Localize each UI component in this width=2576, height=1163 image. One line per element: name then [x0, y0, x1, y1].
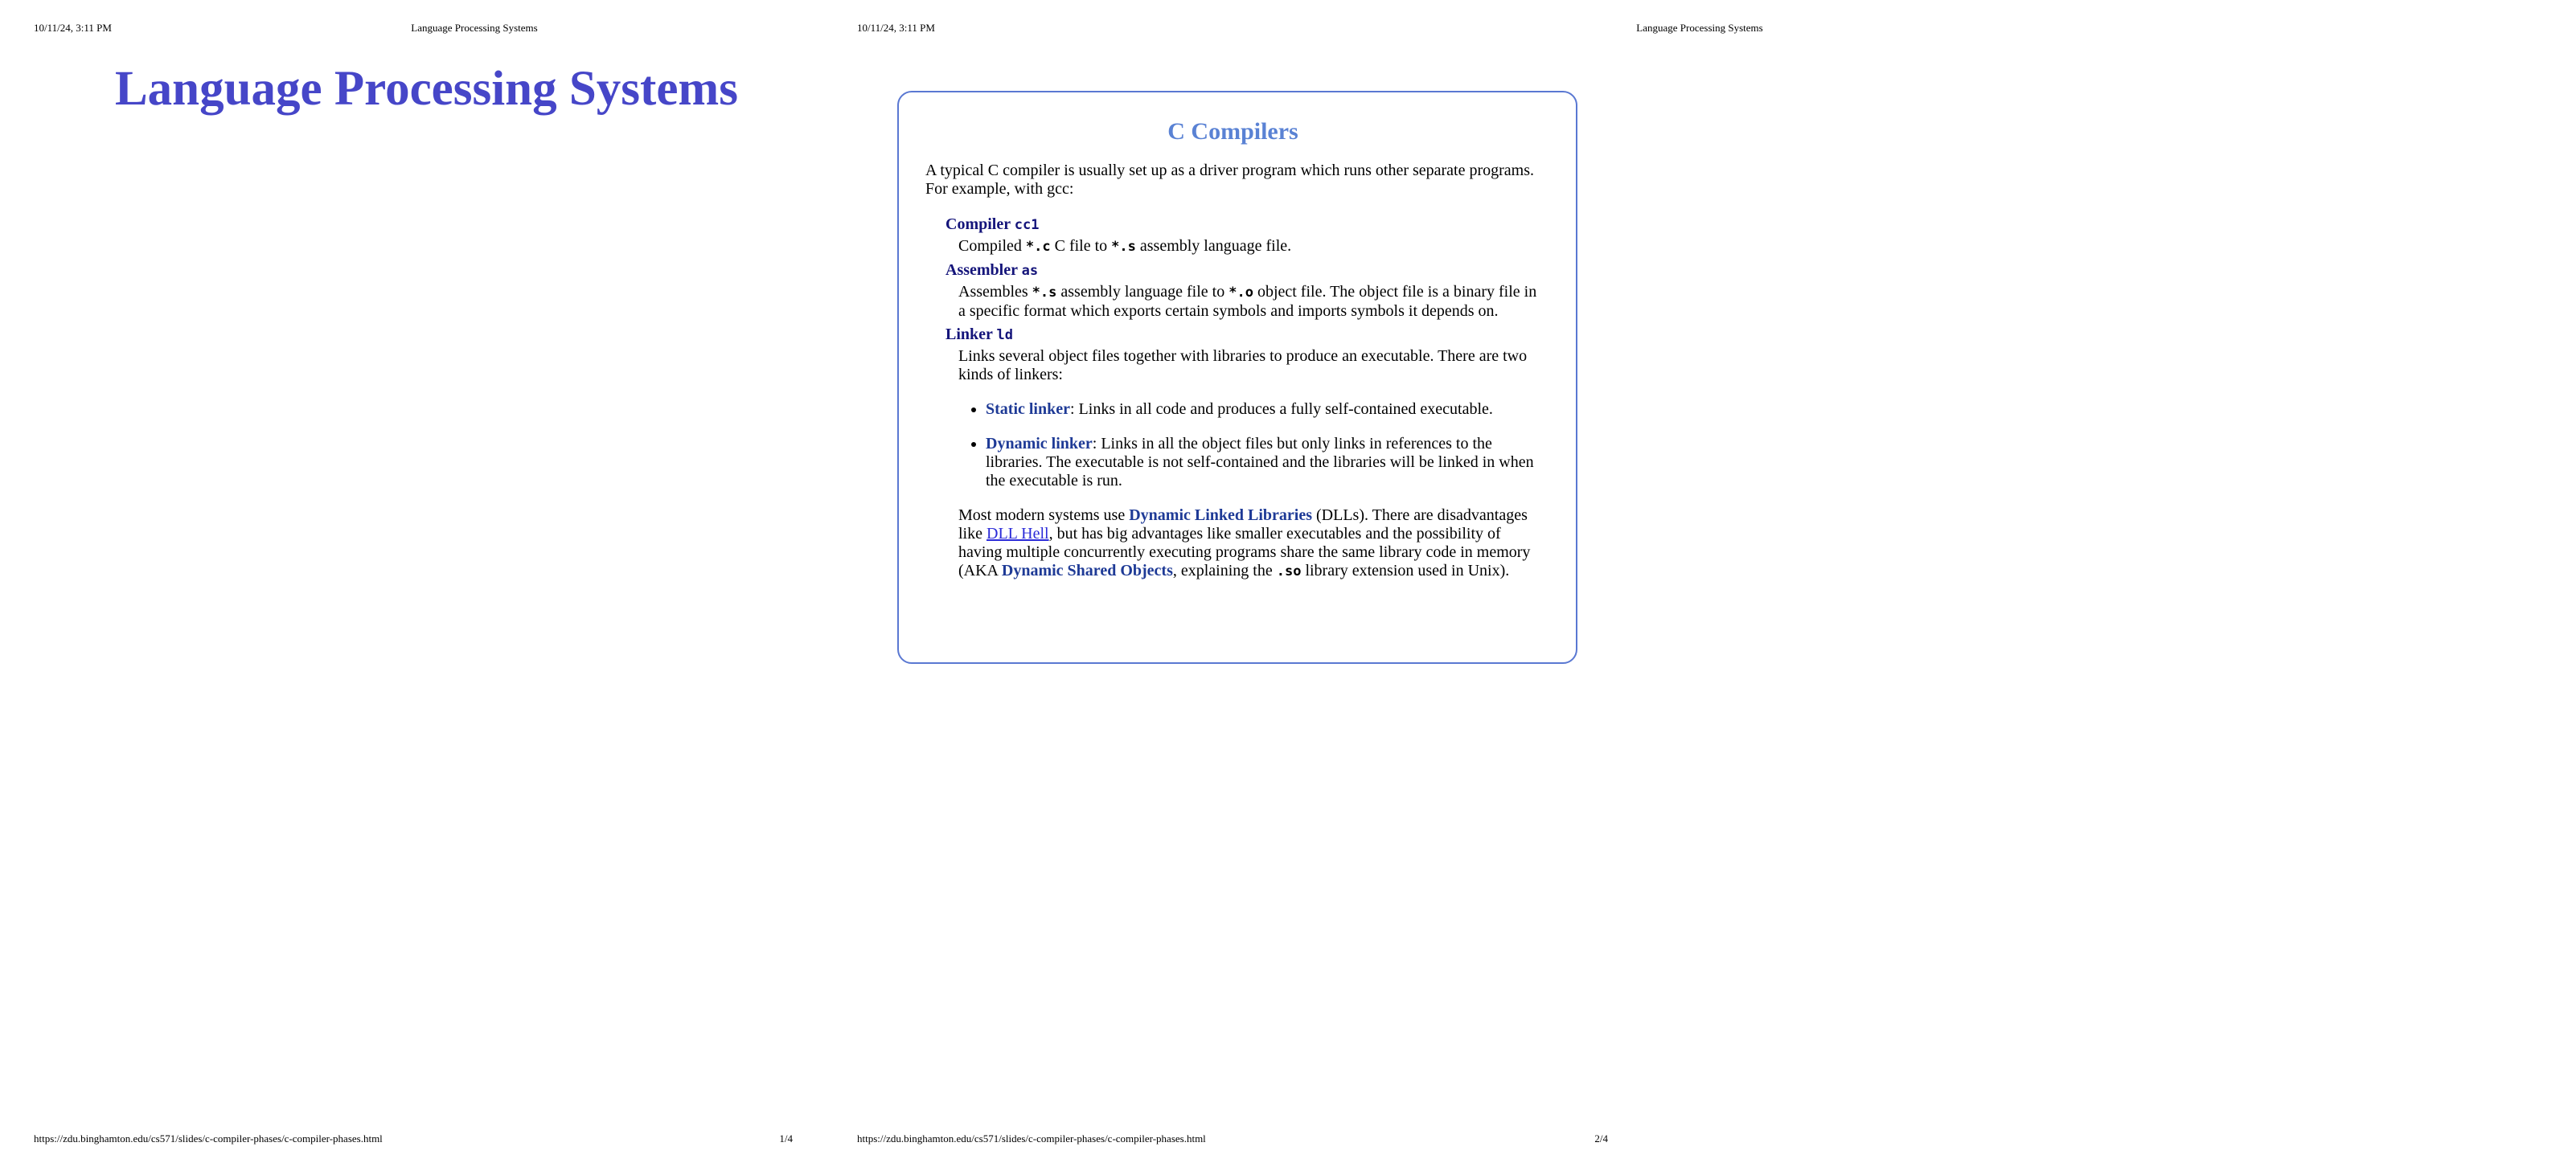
linker-code: ld	[996, 327, 1014, 343]
term-dynamic-linker: Dynamic linker	[986, 435, 1093, 453]
print-page-1	[0, 0, 823, 1163]
footer-page-number: 1/4	[779, 1132, 793, 1145]
footer-url: https://zdu.binghamton.edu/cs571/slides/c-compiler-phases/c-compiler-phases.html	[34, 1132, 383, 1145]
compiler-code: cc1	[1014, 217, 1040, 233]
header-title: Language Processing Systems	[411, 22, 538, 34]
term-dso: Dynamic Shared Objects	[1001, 562, 1173, 579]
footer-url: https://zdu.binghamton.edu/cs571/slides/c-compiler-phases/c-compiler-phases.html	[857, 1132, 1206, 1145]
dll-hell-link[interactable]: DLL Hell	[987, 525, 1049, 543]
slide-c-compilers	[897, 91, 1577, 664]
header-title: Language Processing Systems	[1636, 22, 1763, 34]
print-page-2	[823, 0, 1763, 1163]
term-dll: Dynamic Linked Libraries	[1129, 506, 1313, 524]
compiler-term: Compiler cc1	[945, 215, 1040, 233]
tool-list	[925, 215, 1540, 581]
dll-paragraph: Most modern systems use Dynamic Linked Libraries (DLLs). There are disadvantages like DLL Hell, but has big advantages like smaller executables and the possibility of having multiple concurrently executing programs share the same library code in memory (AKA Dynamic Shared Objects, explaining the .so library extension used in Unix).	[958, 506, 1531, 579]
code-s-file: *.s	[1111, 239, 1136, 255]
linker-description: Links several object files together with libraries to produce an executable. There are two kinds of linkers: • Static linker: Links in all code and produces a fully self-contained executable. • Dynamic linker: Links in all the object files but only links in references to the libraries. The executable is not self-contained and the libraries will be linked in when the executable is run. Most modern systems use Dynamic Linked Libraries (DLLs). There are disadvantages like DLL Hell, but has big advantages like smaller executables and the possibility of having multiple concurrently executing programs share the same library code in memory (AKA Dynamic Shared Objects, explaining the .so library extension used in Unix).	[958, 347, 1540, 581]
header-date: 10/11/24, 3:11 PM	[34, 22, 112, 34]
slide-intro: A typical C compiler is usually set up as a driver program which runs other separate programs. For example, with gcc:	[925, 162, 1535, 198]
list-item-static-linker: • Static linker: Links in all code and produces a fully self-contained executable.	[986, 400, 1540, 419]
code-s-file: *.s	[1032, 285, 1057, 301]
footer-page-number: 2/4	[1594, 1132, 1608, 1145]
list-item-dynamic-linker: • Dynamic linker: Links in all the object files but only links in references to the libraries. The executable is not self-contained and the libraries will be linked in when the executable is run.	[986, 435, 1540, 490]
code-o-file: *.o	[1229, 285, 1253, 301]
document-title: Language Processing Systems	[115, 62, 738, 116]
linker-kinds-list	[958, 400, 1540, 490]
assembler-term: Assembler as	[945, 261, 1039, 279]
code-c-file: *.c	[1025, 239, 1051, 255]
header-date: 10/11/24, 3:11 PM	[857, 22, 935, 34]
code-so-extension: .so	[1276, 563, 1302, 579]
assembler-code: as	[1021, 263, 1039, 279]
slide-title: C Compilers	[1167, 118, 1298, 145]
linker-term: Linker ld	[945, 326, 1014, 343]
term-static-linker: Static linker	[986, 400, 1070, 418]
assembler-description: Assembles *.s assembly language file to *.o object file. The object file is a binary file in a specific format which exports certain symbols and imports symbols it depends on.	[958, 283, 1537, 320]
compiler-description: Compiled *.c C file to *.s assembly language file.	[958, 237, 1292, 255]
